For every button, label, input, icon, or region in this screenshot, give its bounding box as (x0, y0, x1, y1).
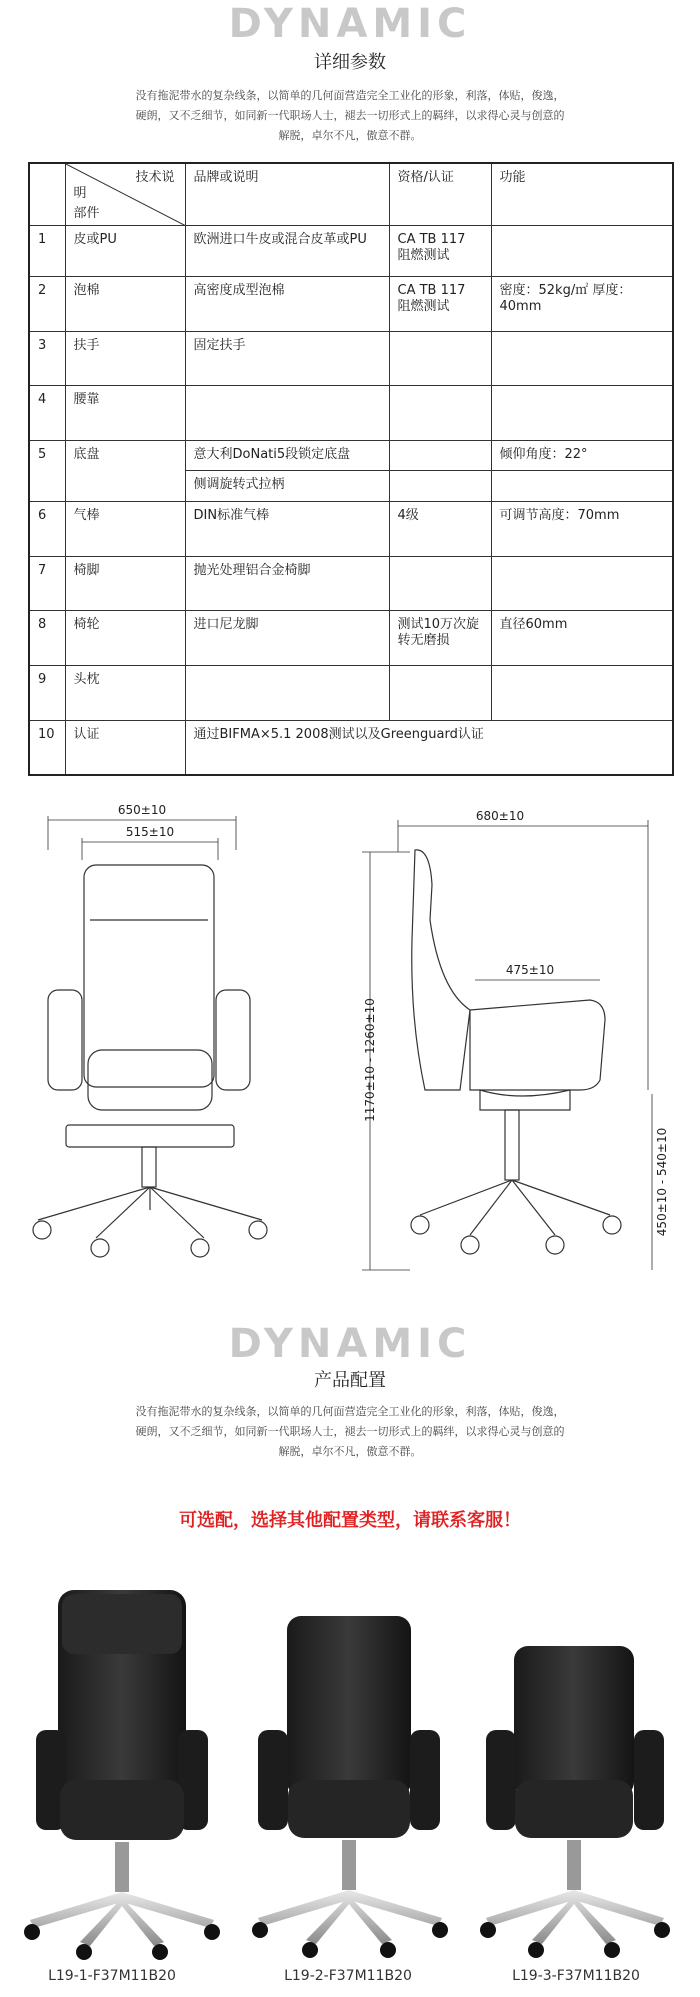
table-cell-cert (389, 441, 491, 471)
dim-front-inner: 515±10 (125, 825, 175, 839)
dim-seat-height: 450±10 - 540±10 (655, 1127, 669, 1237)
brand-title-bottom: DYNAMIC (228, 1321, 472, 1367)
spec-table (28, 162, 674, 776)
dim-seat-depth: 475±10 (505, 963, 555, 977)
config-heading: 产品配置 (314, 1370, 386, 1391)
table-row (29, 276, 673, 331)
table-cell-part: 椅轮 (65, 611, 185, 666)
table-cell-no: 3 (29, 331, 65, 386)
table-cell-func (491, 226, 673, 277)
table-cell-cert (389, 665, 491, 720)
table-cell-part: 底盘 (65, 441, 185, 502)
chair-photo-1 (24, 1590, 220, 1960)
table-row (29, 441, 673, 471)
chair-photo-2 (252, 1616, 448, 1958)
config-intro-line: 没有拖泥带水的复杂线条，以简单的几何面营造完全工业化的形象，利落，体贴，俊逸， (135, 1405, 565, 1418)
table-cell-cert: CA TB 117 阻燃测试 (389, 276, 491, 331)
table-cell-desc: 固定扶手 (185, 331, 389, 386)
config-intro (90, 1402, 610, 1462)
table-row (29, 611, 673, 666)
table-row (29, 331, 673, 386)
table-cell-no: 7 (29, 556, 65, 611)
table-cell-func (491, 471, 673, 501)
detail-heading: 详细参数 (314, 52, 386, 73)
table-cell-part: 皮或PU (65, 226, 185, 277)
table-cell-desc: DIN标准气棒 (185, 501, 389, 556)
dim-side-depth: 680±10 (475, 809, 525, 823)
table-cell-no: 4 (29, 386, 65, 441)
table-cell-desc (185, 386, 389, 441)
table-cell-desc: 欧洲进口牛皮或混合皮革或PU (185, 226, 389, 277)
table-cell-no: 9 (29, 665, 65, 720)
table-cell-no: 5 (29, 441, 65, 502)
table-row (29, 720, 673, 775)
table-cell-cert (389, 471, 491, 501)
table-cell-func: 密度：52kg/㎡ 厚度：40mm (491, 276, 673, 331)
model-label-1: L19-1-F37M11B20 (48, 1968, 176, 1984)
table-cell-cert: 4级 (389, 501, 491, 556)
header-diag-top: 技术说 (135, 170, 175, 185)
table-cell-part: 泡棉 (65, 276, 185, 331)
table-cell-part: 认证 (65, 720, 185, 775)
table-cell-part: 扶手 (65, 331, 185, 386)
table-cell-func: 可调节高度：70mm (491, 501, 673, 556)
detail-intro-line: 没有拖泥带水的复杂线条，以简单的几何面营造完全工业化的形象，利落，体贴，俊逸， (135, 89, 565, 102)
chair-photo-3 (480, 1646, 670, 1958)
promo-text: 可选配，选择其他配置类型，请联系客服！ (179, 1510, 521, 1531)
dim-front-outer: 650±10 (117, 803, 167, 817)
header-cert: 资格/认证 (389, 163, 491, 226)
table-cell-desc: 意大利DoNati5段锁定底盘 (185, 441, 389, 471)
table-cell-no: 8 (29, 611, 65, 666)
header-func: 功能 (491, 163, 673, 226)
table-cell-desc: 抛光处理铝合金椅脚 (185, 556, 389, 611)
table-cell-no: 6 (29, 501, 65, 556)
table-row (29, 501, 673, 556)
table-cell-desc: 进口尼龙脚 (185, 611, 389, 666)
table-cell-func (491, 556, 673, 611)
header-brand: 品牌或说明 (185, 163, 389, 226)
table-cell-no: 10 (29, 720, 65, 775)
chair-photos (0, 1580, 700, 1960)
table-cell-no: 1 (29, 226, 65, 277)
table-cell-part: 气棒 (65, 501, 185, 556)
table-cell-func (491, 331, 673, 386)
table-cell-func: 直径60mm (491, 611, 673, 666)
table-cell-cert (389, 386, 491, 441)
table-cell-part: 椅脚 (65, 556, 185, 611)
model-label-2: L19-2-F37M11B20 (284, 1968, 412, 1984)
config-intro-line: 解脱，卓尔不凡，傲意不群。 (278, 1445, 422, 1458)
header-diag-bottom: 部件 (73, 206, 100, 221)
table-row (29, 226, 673, 277)
table-cell-desc: 侧调旋转式拉柄 (185, 471, 389, 501)
header-no (29, 163, 65, 226)
table-cell-cert (389, 331, 491, 386)
dimension-drawings (0, 790, 700, 1280)
table-cell-func: 倾仰角度：22° (491, 441, 673, 471)
table-cell-desc: 通过BIFMA×5.1 2008测试以及Greenguard认证 (185, 720, 673, 775)
config-intro-line: 硬朗，又不乏细节，如同新一代职场人士，褪去一切形式上的羁绊，以求得心灵与创意的 (135, 1425, 565, 1438)
front-chair-drawing (33, 816, 267, 1257)
table-row (29, 556, 673, 611)
table-row (29, 665, 673, 720)
header-diagonal-cell (65, 163, 185, 226)
detail-intro-line: 解脱，卓尔不凡，傲意不群。 (278, 129, 422, 142)
header-diag-mid: 明 (73, 186, 87, 201)
table-cell-desc (185, 665, 389, 720)
table-cell-cert (389, 556, 491, 611)
detail-intro (90, 86, 610, 146)
table-cell-no: 2 (29, 276, 65, 331)
table-cell-desc: 高密度成型泡棉 (185, 276, 389, 331)
table-cell-cert: 测试10万次旋转无磨损 (389, 611, 491, 666)
table-cell-part: 腰靠 (65, 386, 185, 441)
table-cell-func (491, 386, 673, 441)
dim-total-height: 1170±10 - 1260±10 (363, 998, 377, 1122)
side-chair-drawing (362, 820, 652, 1270)
table-cell-part: 头枕 (65, 665, 185, 720)
table-row (29, 386, 673, 441)
detail-intro-line: 硬朗，又不乏细节，如同新一代职场人士，褪去一切形式上的羁绊，以求得心灵与创意的 (135, 109, 565, 122)
table-cell-cert: CA TB 117 阻燃测试 (389, 226, 491, 277)
table-header-row (29, 163, 673, 226)
brand-title-top: DYNAMIC (228, 1, 472, 47)
model-label-3: L19-3-F37M11B20 (512, 1968, 640, 1984)
table-cell-func (491, 665, 673, 720)
